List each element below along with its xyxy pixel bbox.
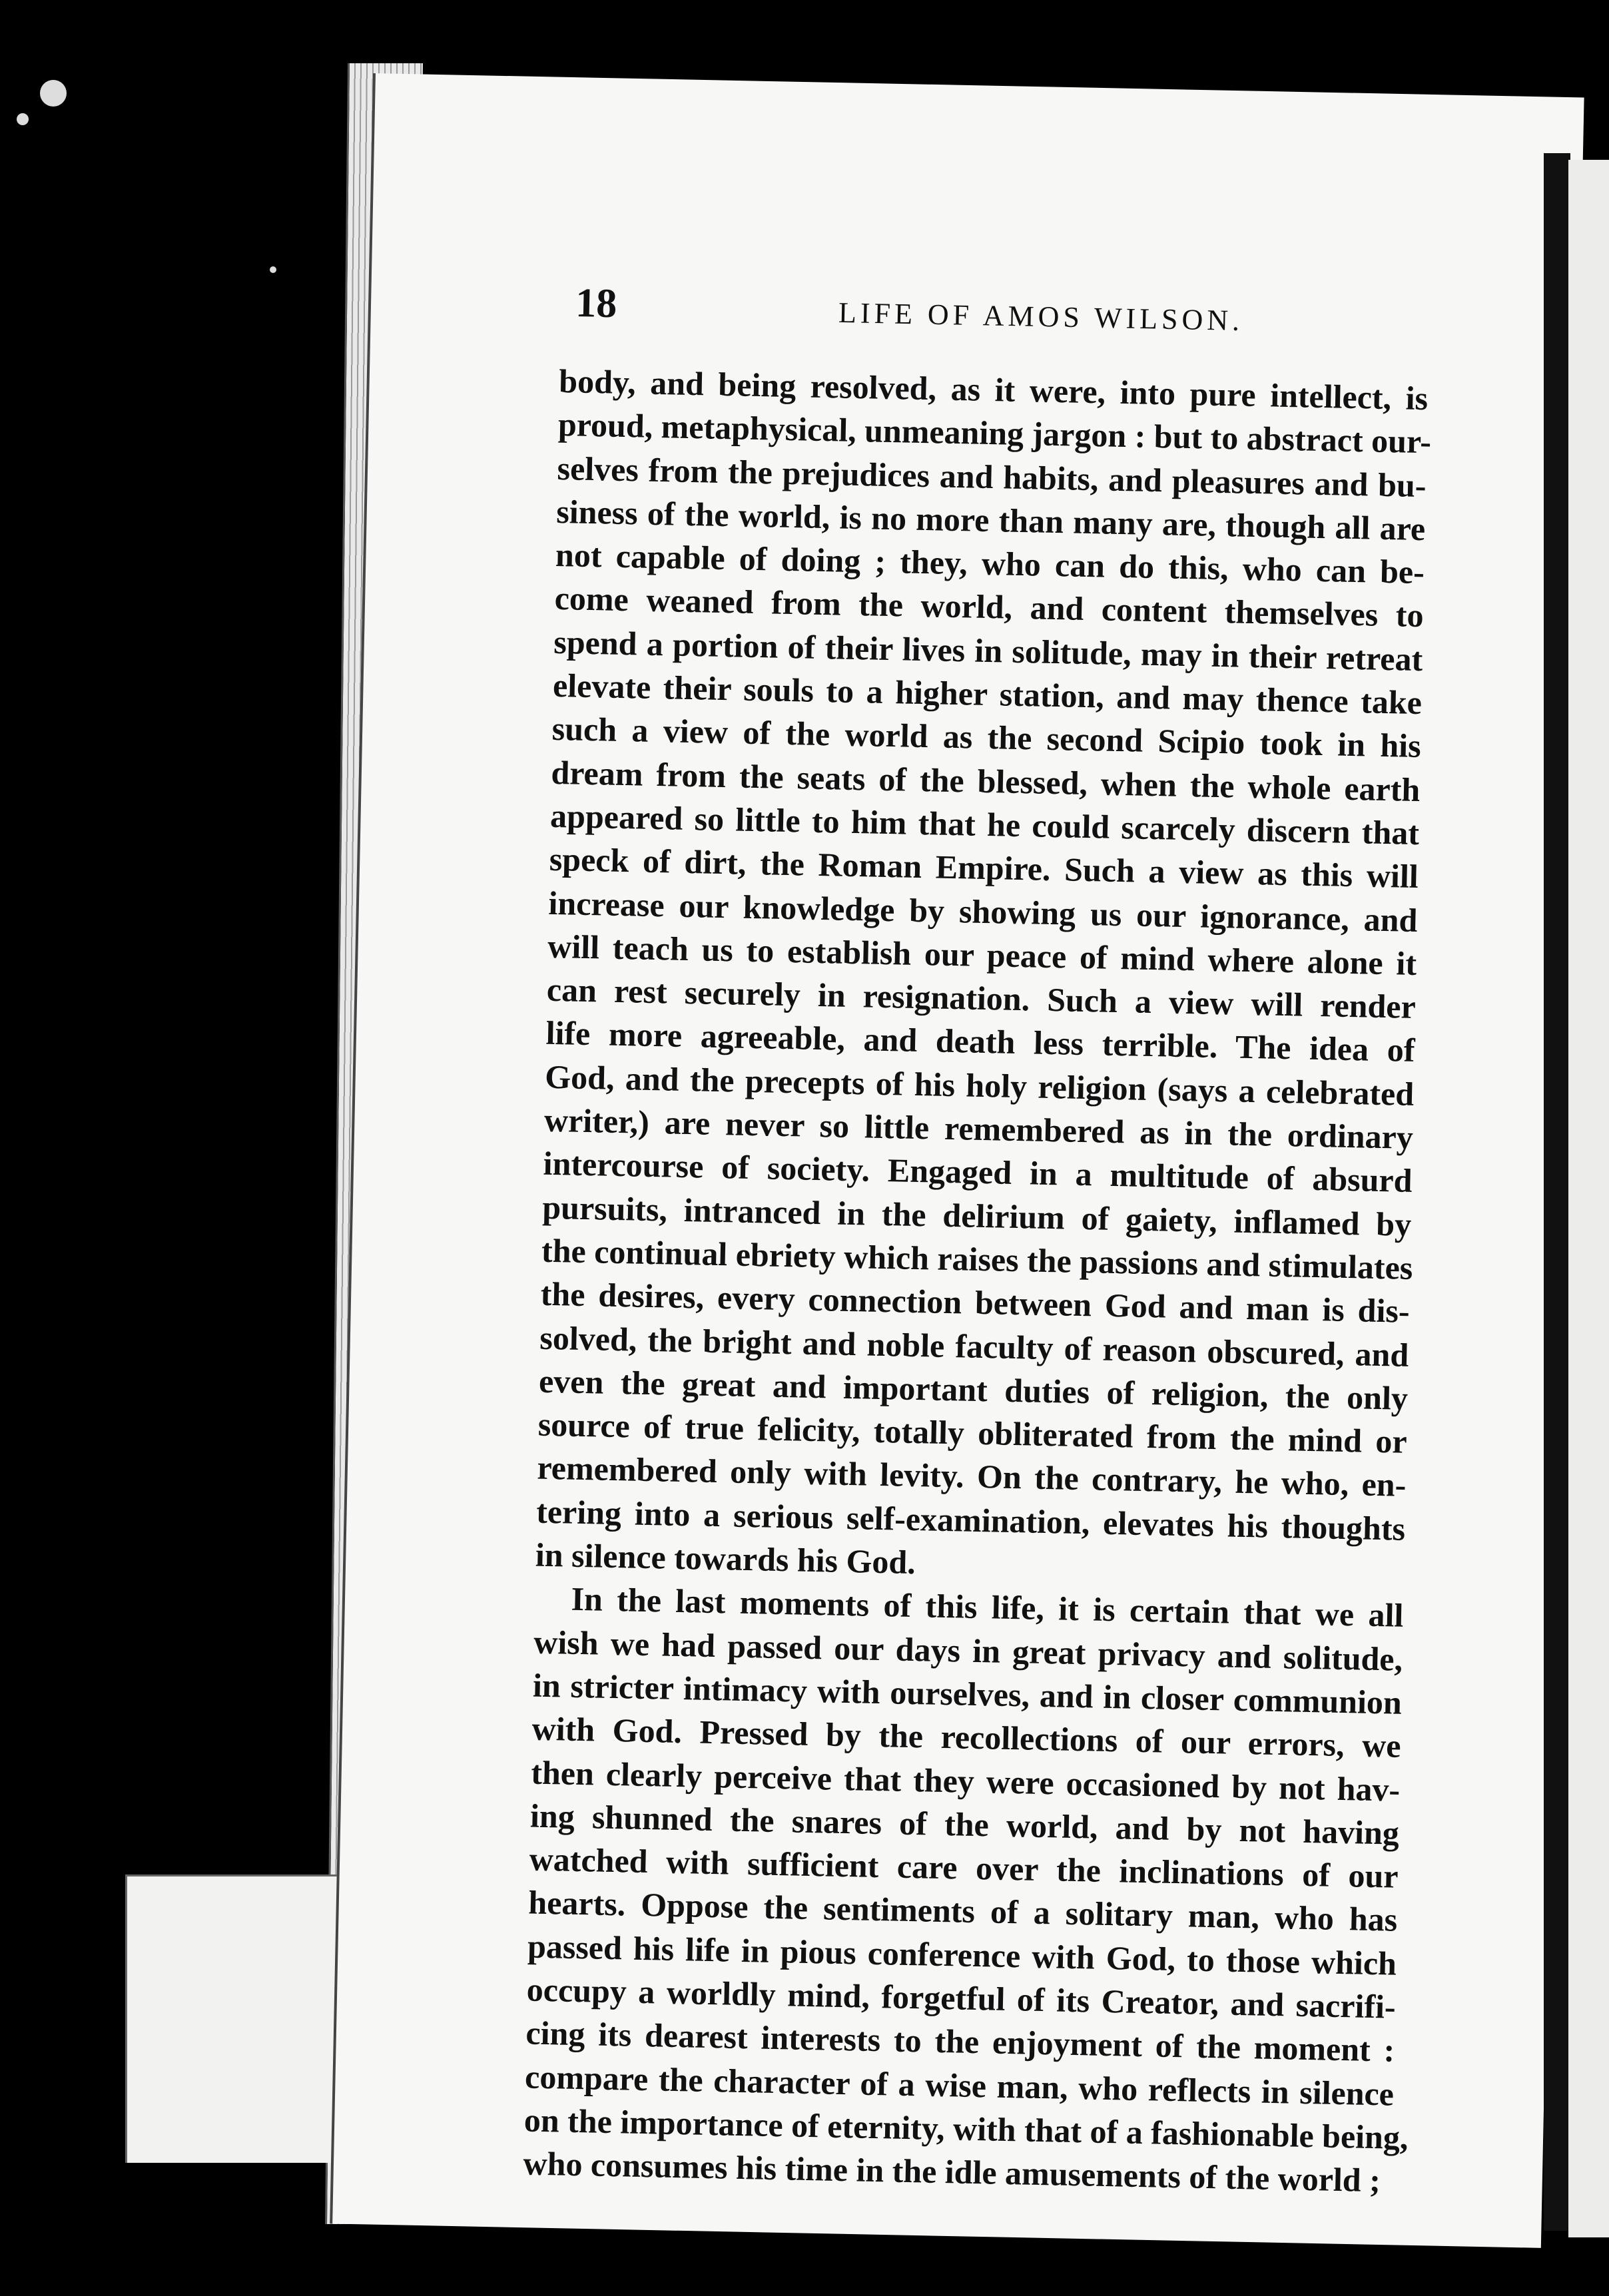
scan-speck <box>270 266 276 273</box>
text-line: God, and the precepts of his holy religion (says a celebrated <box>544 1057 1415 1113</box>
text-line: then clearly perceive that they were occasioned by not hav- <box>530 1753 1401 1809</box>
text-line: come weaned from the world, and content themselves to <box>554 579 1425 635</box>
text-line: the continual ebriety which raises the passions and stimulates <box>541 1231 1413 1287</box>
text-line: who consumes his time in the idle amusements of the world ; <box>523 2144 1381 2199</box>
text-line: can rest securely in resignation. Such a view will render <box>546 970 1417 1026</box>
text-line: with God. Pressed by the recollections of our errors, we <box>531 1709 1402 1765</box>
text-line: remembered only with levity. On the contrary, he who, en- <box>537 1449 1407 1504</box>
text-line: speck of dirt, the Roman Empire. Such a view as this will <box>549 840 1419 896</box>
text-line: elevate their souls to a higher station, and may thence take <box>552 666 1423 722</box>
text-line: siness of the world, is no more than many are, though all are <box>555 492 1426 548</box>
text-line: cing its dearest interests to the enjoyment of the moment : <box>525 2014 1395 2069</box>
text-line: hearts. Oppose the sentiments of a solitary man, who has <box>527 1883 1398 1939</box>
running-head: LIFE OF AMOS WILSON. <box>838 296 1244 338</box>
text-line: spend a portion of their lives in solitude, may in their retreat <box>553 623 1423 678</box>
paragraph <box>523 1577 1409 2203</box>
text-line: compare the character of a wise man, who reflects in silence <box>524 2058 1395 2113</box>
scan-speck <box>40 80 67 107</box>
text-line: proud, metaphysical, unmeaning jargon : but to abstract our- <box>557 406 1432 461</box>
text-line: pursuits, intranced in the delirium of gaiety, inflamed by <box>541 1188 1412 1243</box>
text-line: on the importance of eternity, with that of a fashionable being, <box>523 2101 1409 2156</box>
paragraph <box>535 360 1432 1594</box>
text-line: selves from the prejudices and habits, and pleasures and bu- <box>557 449 1427 504</box>
text-line: occupy a worldly mind, forgetful of its Creator, and sacrifi- <box>526 1970 1397 2026</box>
body-text <box>523 360 1432 2203</box>
text-line: life more agreeable, and death less terrible. The idea of <box>545 1014 1415 1069</box>
page-number: 18 <box>575 280 617 327</box>
text-line: watched with sufficient care over the inclinations of our <box>529 1840 1399 1895</box>
text-line: body, and being resolved, as it were, into pure intellect, is <box>558 362 1429 418</box>
text-line: such a view of the world as the second Scipio took in his <box>551 710 1422 765</box>
text-line: ing shunned the snares of the world, and by not having <box>529 1797 1400 1852</box>
text-line: intercourse of society. Engaged in a multitude of absurd <box>543 1145 1413 1200</box>
text-line: solved, the bright and noble faculty of reason obscured, and <box>539 1318 1409 1374</box>
text-line: in silence towards his God. <box>535 1536 916 1581</box>
text-line: even the great and important duties of religion, the only <box>538 1362 1409 1417</box>
text-line: passed his life in pious conference with God, to those which <box>527 1927 1397 1982</box>
text-line: appeared so little to him that he could scarcely discern that <box>549 796 1420 852</box>
text-line: source of true felicity, totally obliterated from the mind or <box>537 1405 1408 1460</box>
scan-speck <box>17 113 29 125</box>
text-line: dream from the seats of the blessed, when the whole earth <box>551 753 1421 808</box>
text-line: the desires, every connection between God and man is dis- <box>540 1275 1411 1330</box>
text-line: In the last moments of this life, it is certain that we all <box>571 1580 1404 1635</box>
book-gutter <box>1544 153 1570 2231</box>
text-line: tering into a serious self-examination, elevates his thoughts <box>535 1492 1406 1548</box>
text-line: not capable of doing ; they, who can do this, who can be- <box>555 536 1425 591</box>
facing-page-edge <box>1568 160 1609 2237</box>
text-line: wish we had passed our days in great privacy and solitude, <box>533 1623 1403 1678</box>
text-line: will teach us to establish our peace of mind where alone it <box>547 927 1417 982</box>
text-line: writer,) are never so little remembered as in the ordinary <box>543 1101 1414 1157</box>
text-line: in stricter intimacy with ourselves, and in closer communion <box>532 1666 1403 1721</box>
text-line: increase our knowledge by showing us our ignorance, and <box>548 884 1418 939</box>
